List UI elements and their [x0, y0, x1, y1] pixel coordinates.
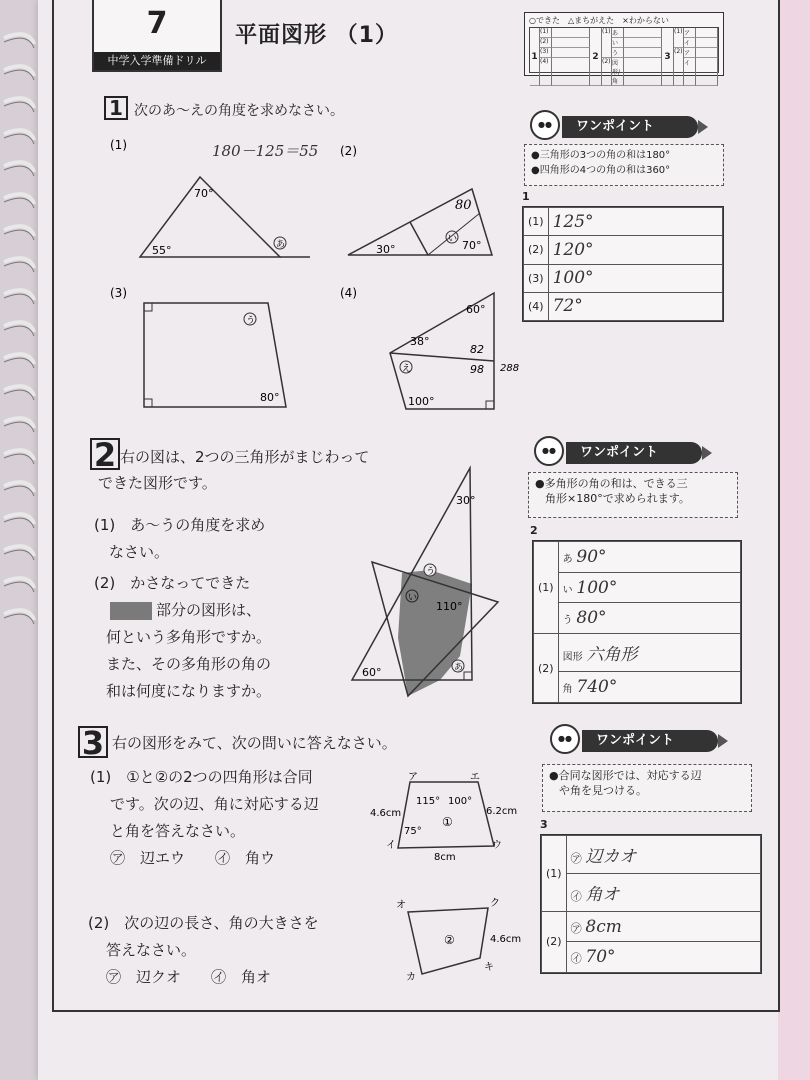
quad-1-number: ① [442, 815, 453, 829]
question-line: ㋐ 辺クオ ㋑ 角オ [106, 968, 272, 986]
answer-key: 角 [562, 684, 573, 696]
vertex-ki: キ [484, 962, 494, 973]
question-line: 何という多角形ですか。 [106, 628, 272, 646]
onepoint-line: 角形×180°で求められます。 [545, 492, 690, 505]
side-bottom: 8cm [434, 852, 456, 863]
fig2-right-angle: 70° [462, 239, 482, 252]
mascot-icon: ●● [534, 436, 564, 466]
onepoint-line: ●三角形の3つの角の和は180° [531, 150, 671, 161]
fig4-note: 82 [470, 343, 484, 356]
answer-input[interactable]: 角オ [585, 884, 620, 905]
vertex-u: ウ [492, 840, 502, 851]
fig-angle-inner: 110° [436, 600, 463, 613]
section-1-figures [100, 135, 520, 425]
onepoint-line: や角を見つける。 [559, 784, 647, 797]
fig4-bottom-angle: 100° [408, 395, 435, 408]
onepoint-title: ワンポイント [576, 119, 655, 134]
answer-row[interactable] [558, 542, 740, 573]
answer-input[interactable]: 8cm [585, 916, 622, 937]
vertex-i: イ [386, 840, 396, 851]
self-check-cell [552, 58, 590, 86]
vertex-a: ア [408, 772, 418, 783]
fig4-mark: え [402, 364, 412, 374]
self-check-group: 2 [590, 28, 602, 86]
self-check-row: (2) [602, 58, 612, 86]
fig1-mark: あ [276, 240, 286, 250]
answer-question: (1) [542, 836, 567, 912]
onepoint-title: ワンポイント [596, 733, 675, 748]
answer-input[interactable]: 120° [548, 236, 722, 264]
self-check-sub: 角 [612, 78, 619, 85]
answer-key: あ [562, 553, 573, 565]
answer-input[interactable]: 100° [576, 577, 618, 598]
onepoint-box-2 [528, 472, 738, 518]
section-2-question-1 [94, 512, 314, 566]
page-title: 平面図形 （1） [235, 23, 398, 48]
angle-2: 100° [448, 796, 473, 807]
section-3-figures [368, 768, 528, 988]
answer-input[interactable]: 70° [585, 947, 616, 968]
fig2-label: (2) [340, 144, 357, 158]
unit-number: 7 [146, 6, 168, 41]
self-check-sub: ア [684, 48, 696, 58]
self-check-cell [552, 48, 590, 58]
fig4-right-angle [486, 401, 494, 409]
answer-key: ㋐ [570, 851, 582, 865]
question-line: です。次の辺、角に対応する辺 [110, 795, 319, 813]
self-check-row: (2) [540, 38, 552, 48]
self-check-row: (1) [674, 28, 684, 48]
answer-row[interactable] [566, 873, 760, 911]
section-1-instruction: 次のあ～えの角度を求めなさい。 [134, 103, 344, 119]
self-check-sub: 図形 [612, 60, 619, 76]
self-check-cell [696, 38, 718, 48]
onepoint-header [582, 730, 718, 752]
question-line: 和は何度になりますか。 [106, 682, 272, 700]
answer-input[interactable]: 125° [548, 208, 722, 236]
onepoint-line: ●四角形の4つの角の和は360° [531, 165, 671, 176]
side-label: 4.6cm [490, 934, 522, 945]
overlap-hexagon [398, 570, 472, 696]
self-check-grid [529, 27, 719, 85]
answer-key: ㋐ [570, 921, 582, 935]
fig2-note: 80 [455, 198, 472, 213]
unit-tag: 中学入学準備ドリル [94, 52, 220, 70]
fig4-note: 98 [470, 363, 484, 376]
answer-3-label: 3 [540, 818, 548, 831]
section-2-figure [340, 460, 510, 700]
self-check-legend: ○できた △まちがえた ×わからない [529, 16, 669, 25]
self-check-row: (1) [602, 28, 612, 58]
self-check-cell [696, 48, 718, 58]
answer-input[interactable]: 辺カオ [585, 846, 637, 867]
self-check-cell [624, 58, 662, 86]
fig4-top-angle: 60° [466, 303, 486, 316]
fig3-mark: う [246, 316, 256, 326]
self-check-sub: う [612, 48, 624, 58]
question-line: 答えなさい。 [106, 941, 197, 959]
onepoint-line: ●合同な図形では、対応する辺 [549, 769, 702, 782]
question-line: ㋐ 辺エウ ㋑ 角ウ [110, 849, 276, 867]
fig4-mid-angle: 38° [410, 335, 430, 348]
self-check-cell [696, 28, 718, 38]
section-2-question-2 [94, 570, 334, 705]
question-line [94, 597, 334, 624]
question-line: (1) ①と②の2つの四角形は合同 [90, 768, 313, 786]
section-2-intro-line: 右の図は、2つの三角形がまじわって [120, 448, 370, 466]
answer-input[interactable]: 80° [576, 608, 607, 629]
answer-table-1 [522, 206, 724, 322]
section-2-intro-line: できた図形です。 [98, 474, 217, 492]
self-check-row: (3) [540, 48, 552, 58]
answer-table-2 [532, 540, 742, 704]
fig2-inner-line [410, 222, 428, 255]
answer-input[interactable]: 740° [576, 677, 618, 698]
answer-row[interactable] [558, 672, 740, 703]
self-check-sub: ア [684, 28, 696, 38]
question-line: (2) 次の辺の長さ、角の大きさを [88, 914, 319, 932]
self-check-cell [624, 48, 662, 58]
unit-number-box [92, 0, 222, 72]
vertex-ku: ク [490, 898, 500, 909]
answer-input[interactable]: 72° [548, 292, 722, 320]
answer-question: (1) [524, 208, 549, 236]
section-3-instruction: 右の図形をみて、次の問いに答えなさい。 [112, 734, 397, 752]
fig3-angle: 80° [260, 391, 280, 404]
question-line: なさい。 [94, 543, 170, 561]
right-angle-mark [464, 672, 472, 680]
answer-question: (2) [524, 236, 549, 264]
question-line: (2) かさなってできた [94, 574, 251, 592]
self-check-cell [552, 28, 590, 38]
self-check-sub: あ [612, 28, 624, 38]
section-2-mark: 2 [90, 438, 120, 470]
answer-key: い [562, 584, 573, 596]
answer-2-label: 2 [530, 524, 538, 537]
question-line: (1) あ～うの角度を求め [94, 516, 266, 534]
mascot-icon: ●● [550, 724, 580, 754]
page-edge [778, 0, 810, 1080]
answer-input[interactable]: 100° [548, 264, 722, 292]
side-left: 4.6cm [370, 808, 402, 819]
self-check-group: 3 [662, 28, 674, 86]
quad-2-number: ② [444, 933, 455, 947]
fig1-label: (1) [110, 138, 127, 152]
handwritten-note: 180－125＝55 [212, 142, 319, 160]
self-check-sub: イ [684, 58, 696, 86]
self-check-cell [624, 28, 662, 38]
answer-question: (3) [524, 264, 549, 292]
answer-key: ㋑ [570, 889, 582, 903]
vertex-o: オ [396, 900, 406, 911]
side-right: 6.2cm [486, 806, 518, 817]
fig3-label: (3) [110, 286, 127, 300]
self-check-box [524, 12, 724, 85]
answer-question: (1) [534, 542, 559, 634]
answer-row[interactable] [558, 634, 740, 672]
section-1-mark: 1 [104, 96, 128, 120]
self-check-sub: い [612, 38, 624, 48]
fig1-top-angle: 70° [194, 187, 214, 200]
answer-table-3 [540, 834, 762, 974]
vertex-e: エ [470, 772, 480, 783]
fig3-right-angle [144, 303, 152, 311]
answer-key: 図形 [562, 652, 583, 664]
fig3-right-angle [144, 399, 152, 407]
fig4-label: (4) [340, 286, 357, 300]
answer-key: ㋑ [570, 952, 582, 966]
answer-question: (2) [542, 911, 567, 972]
onepoint-header [566, 442, 702, 464]
mark-a: あ [454, 663, 464, 673]
self-check-group: 1 [530, 28, 540, 86]
fig4-note: 288 [500, 363, 520, 374]
mascot-icon: ●● [530, 110, 560, 140]
fig2-mark: い [448, 234, 458, 244]
fig-angle-left: 60° [362, 666, 382, 679]
answer-input[interactable]: 90° [576, 546, 607, 567]
self-check-row: (2) [674, 48, 684, 86]
self-check-row: (4) [540, 58, 552, 86]
answer-input[interactable]: 六角形 [586, 645, 638, 666]
answer-1-label: 1 [522, 190, 530, 203]
answer-row[interactable] [558, 572, 740, 603]
shaded-swatch [110, 602, 152, 620]
answer-row[interactable] [566, 836, 760, 874]
self-check-cell [696, 58, 718, 86]
onepoint-header [562, 116, 698, 138]
vertex-ka: カ [406, 972, 416, 983]
answer-key: う [562, 615, 573, 627]
answer-question: (4) [524, 292, 549, 320]
answer-row[interactable] [566, 911, 760, 942]
onepoint-line: ●多角形の角の和は、できる三 [535, 477, 688, 490]
section-3-question-1 [90, 764, 380, 872]
question-line: また、その多角形の角の [106, 655, 272, 673]
mark-u: う [426, 567, 436, 577]
onepoint-box-3 [542, 764, 752, 812]
self-check-cell [552, 38, 590, 48]
question-line: と角を答えなさい。 [110, 822, 246, 840]
section-3-mark: 3 [78, 726, 108, 758]
angle-3: 75° [404, 826, 422, 837]
section-3-question-2 [88, 910, 378, 991]
question-line-text: 部分の図形は、 [156, 601, 262, 619]
answer-question: (2) [534, 634, 559, 703]
self-check-sub: イ [684, 38, 696, 48]
fig1-left-angle: 55° [152, 244, 172, 257]
angle-1: 115° [416, 796, 441, 807]
self-check-sub: 図形/角 [612, 58, 624, 86]
answer-row[interactable] [566, 942, 760, 973]
self-check-row: (1) [540, 28, 552, 38]
onepoint-title: ワンポイント [580, 445, 659, 460]
onepoint-box-1 [524, 144, 724, 186]
fig2-left-angle: 30° [376, 243, 396, 256]
fig-angle-top: 30° [456, 494, 476, 507]
mark-i: い [408, 593, 418, 603]
answer-row[interactable] [558, 603, 740, 634]
self-check-cell [624, 38, 662, 48]
